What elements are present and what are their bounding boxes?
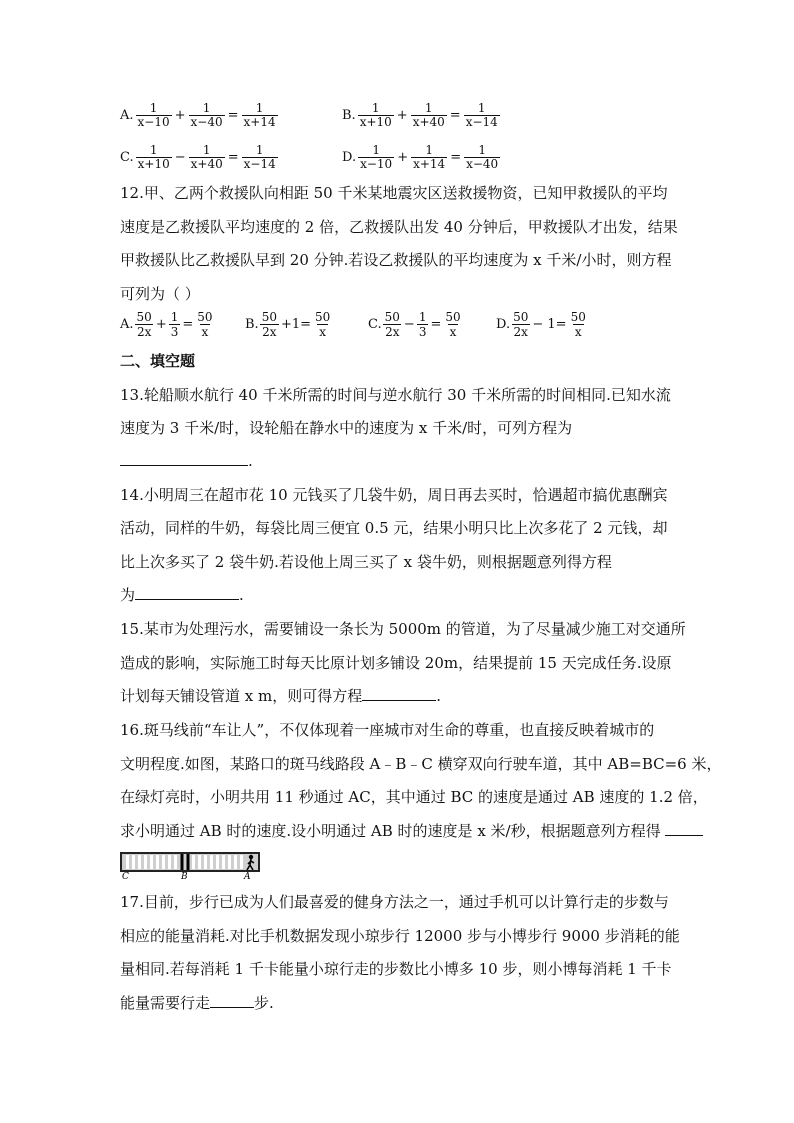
fraction (136, 144, 172, 171)
fraction (189, 102, 225, 129)
denominator: x−40 (466, 156, 499, 171)
q16-line-4 (120, 821, 680, 841)
q15-line-2: 造成的影响，实际施工时每天比原计划多铺设 20m，结果提前 15 天完成任务.设原 (120, 654, 672, 672)
denominator: 3 (170, 324, 179, 339)
numerator: 1 (202, 142, 211, 157)
denominator: x−14 (243, 156, 276, 171)
q14-line-2: 活动，同样的牛奶，每袋比周三便宜 0.5 元，结果小明只比上次多花了 2 元钱，却 (120, 519, 668, 537)
numerator: 1 (149, 100, 158, 115)
fraction (242, 102, 278, 129)
crosswalk-stripe (192, 855, 195, 869)
fraction (569, 310, 588, 339)
operator: + (397, 149, 409, 165)
denominator: x (449, 324, 457, 339)
numerator: 50 (384, 309, 400, 324)
numerator: 1 (477, 100, 486, 115)
crosswalk-stripe (198, 855, 201, 869)
numerator: 1 (371, 100, 380, 115)
option-label: D. (342, 149, 357, 165)
numerator: 1 (255, 142, 264, 157)
q13-answer-line (120, 451, 680, 471)
fraction (136, 102, 172, 129)
equals: = (450, 149, 462, 165)
equals: = (182, 316, 194, 332)
denominator: x+14 (243, 114, 276, 129)
q12-line-3: 甲救援队比乙救援队早到 20 分钟.若设乙救援队的平均速度为 x 千米/小时，则方程 (120, 251, 672, 269)
fraction (313, 310, 332, 339)
crosswalk-stripe (168, 855, 171, 869)
option-label: B. (342, 107, 356, 123)
denominator: x+10 (359, 114, 392, 129)
q12-option-d[interactable] (496, 310, 589, 339)
crosswalk-stripe (204, 855, 207, 869)
point-label-c: C (122, 872, 129, 881)
denominator: x+40 (412, 114, 445, 129)
denominator: x−10 (360, 156, 393, 171)
q13-line-1: 13.轮船顺水航行 40 千米所需的时间与逆水航行 30 千米所需的时间相同.已知水流 (120, 386, 671, 404)
q17-line-2: 相应的能量消耗.对比手机数据发现小琼步行 12000 步与小博步行 9000 步消耗的能 (120, 927, 680, 945)
crosswalk-stripe (156, 855, 159, 869)
answer-blank[interactable] (362, 686, 436, 701)
operator: + (155, 316, 167, 332)
crosswalk-stripe (222, 855, 225, 869)
q14-line-1: 14.小明周三在超市花 10 元钱买了几袋牛奶，周日再去买时，恰遇超市搞优惠酬宾 (120, 486, 668, 504)
option-label: D. (496, 316, 511, 332)
numerator: 1 (149, 142, 158, 157)
fraction (417, 310, 429, 339)
q15-answer-line (120, 686, 680, 706)
period: . (436, 687, 442, 705)
operator: + (174, 107, 186, 123)
q16-line-3: 在绿灯亮时，小明共用 11 秒通过 AC，其中通过 BC 的速度是通过 AB 速度的 1.2 倍， (120, 788, 708, 806)
denominator: 2x (513, 324, 528, 339)
crosswalk-stripe (144, 855, 147, 869)
denominator: x (319, 324, 327, 339)
q12-options-row (120, 307, 589, 341)
answer-blank[interactable] (210, 993, 254, 1008)
denominator: 2x (262, 324, 277, 339)
q11-option-d[interactable] (342, 144, 502, 171)
option-label: A. (120, 316, 134, 332)
zebra-crossing-figure (120, 845, 260, 881)
q16-line-2: 文明程度.如图，某路口的斑马线路段 A﹣B﹣C 横穿双向行驶车道，其中 AB=BC=6 米， (120, 755, 722, 773)
option-label: A. (120, 107, 134, 123)
equals: = (449, 107, 461, 123)
q15-line-1: 15.某市为处理污水，需要铺设一条长为 5000m 的管道，为了尽量减少施工对交通所 (120, 620, 686, 638)
crosswalk-stripe (234, 855, 237, 869)
fraction (195, 310, 214, 339)
option-label: C. (120, 149, 134, 165)
q12-line-1: 12.甲、乙两个救援队向相距 50 千米某地震灾区送救援物资，已知甲救援队的平均 (120, 184, 668, 202)
denominator: x−40 (190, 114, 223, 129)
numerator: 1 (202, 100, 211, 115)
fraction (242, 144, 278, 171)
q11-options-row-1 (120, 98, 502, 132)
crosswalk-stripe (174, 855, 177, 869)
point-label-b: B (181, 872, 188, 881)
fraction (443, 310, 462, 339)
question-text: 计划每天铺设管道 x m，则可得方程 (120, 687, 363, 705)
numerator: 1 (170, 309, 179, 324)
denominator: 3 (418, 324, 427, 339)
fraction (260, 310, 279, 339)
numerator: 1 (478, 142, 486, 157)
q11-options-row-2 (120, 140, 502, 174)
q12-option-c[interactable] (368, 310, 496, 339)
denominator: x (201, 324, 209, 339)
denominator: x−10 (137, 114, 170, 129)
denominator: x+14 (413, 156, 446, 171)
option-label: B. (245, 316, 259, 332)
numerator: 50 (513, 309, 529, 324)
option-label: C. (368, 316, 382, 332)
q12-option-b[interactable] (245, 310, 368, 339)
operator: − 1= (532, 316, 567, 332)
unit-text: 步. (254, 994, 274, 1012)
denominator: x (574, 324, 582, 339)
fraction (411, 144, 447, 171)
crosswalk-stripe (126, 855, 129, 869)
operator: + (396, 107, 408, 123)
q14-line-3: 比上次多买了 2 袋牛奶.若设他上周三买了 x 袋牛奶，则根据题意列得方程 (120, 553, 612, 571)
numerator: 1 (424, 100, 433, 115)
operator: − (174, 149, 186, 165)
point-label-a: A (244, 872, 251, 881)
period: . (248, 452, 253, 470)
q17-line-3: 量相同.若每消耗 1 千卡能量小琼行走的步数比小博多 10 步，则小博每消耗 1 千卡 (120, 960, 672, 978)
denominator: 2x (136, 324, 152, 339)
q11-option-b[interactable] (342, 102, 502, 129)
numerator: 50 (445, 309, 461, 324)
equals: = (227, 149, 239, 165)
crosswalk-stripe (138, 855, 141, 869)
equals: = (227, 107, 239, 123)
section-heading: 二、填空题 (120, 352, 196, 370)
equals: = (430, 316, 442, 332)
crosswalk-stripe (150, 855, 153, 869)
numerator: 1 (418, 309, 427, 324)
numerator: 50 (315, 309, 331, 324)
operator: +1= (280, 316, 312, 332)
crosswalk-stripe (228, 855, 231, 869)
crosswalk-stripe (210, 855, 213, 869)
answer-blank[interactable] (120, 451, 248, 466)
q11-option-a[interactable] (120, 102, 342, 129)
numerator: 50 (261, 309, 277, 324)
road-strip (121, 853, 259, 871)
denominator: x+10 (137, 156, 170, 171)
fraction (411, 102, 447, 129)
q12-option-a[interactable] (120, 310, 245, 339)
numerator: 50 (136, 309, 152, 324)
crosswalk-stripe (216, 855, 219, 869)
fraction (169, 310, 181, 339)
numerator: 1 (255, 100, 264, 115)
q17-line-1: 17.目前，步行已成为人们最喜爱的健身方法之一，通过手机可以计算行走的步数与 (120, 893, 669, 911)
question-text: 求小明通过 AB 时的速度.设小明通过 AB 时的速度是 x 米/秒，根据题意列方程得 (120, 822, 661, 840)
q12-line-4: 可列为（ ） (120, 285, 200, 303)
fraction (135, 310, 154, 339)
q12-line-2: 速度是乙救援队平均速度的 2 倍，乙救援队出发 40 分钟后，甲救援队才出发，结果 (120, 218, 678, 236)
fraction (464, 102, 500, 129)
lead-text: 为 (120, 586, 136, 604)
denominator: x+40 (190, 156, 223, 171)
crosswalk-stripe (240, 855, 243, 869)
q17-answer-line (120, 993, 680, 1013)
crosswalk-stripe (162, 855, 165, 869)
question-text: 能量需要行走 (120, 994, 211, 1012)
crosswalk-stripe (132, 855, 135, 869)
fraction (464, 144, 500, 171)
numerator: 1 (372, 142, 380, 157)
denominator: x−14 (465, 114, 498, 129)
numerator: 50 (570, 309, 586, 324)
denominator: 2x (385, 324, 400, 339)
fraction (511, 310, 530, 339)
operator: − (403, 316, 415, 332)
numerator: 50 (197, 309, 213, 324)
q16-line-1: 16.斑马线前“车让人”，不仅体现着一座城市对生命的尊重，也直接反映着城市的 (120, 721, 655, 739)
fraction (383, 310, 402, 339)
fraction (189, 144, 225, 171)
q14-answer-line (120, 585, 680, 605)
numerator: 1 (425, 142, 433, 157)
q11-option-c[interactable] (120, 144, 342, 171)
q13-line-2: 速度为 3 千米/时，设轮船在静水中的速度为 x 千米/时，可列方程为 (120, 419, 573, 437)
period: . (239, 586, 244, 604)
fraction (358, 102, 394, 129)
fraction (358, 144, 394, 171)
answer-blank[interactable] (665, 821, 703, 836)
answer-blank[interactable] (135, 585, 239, 600)
